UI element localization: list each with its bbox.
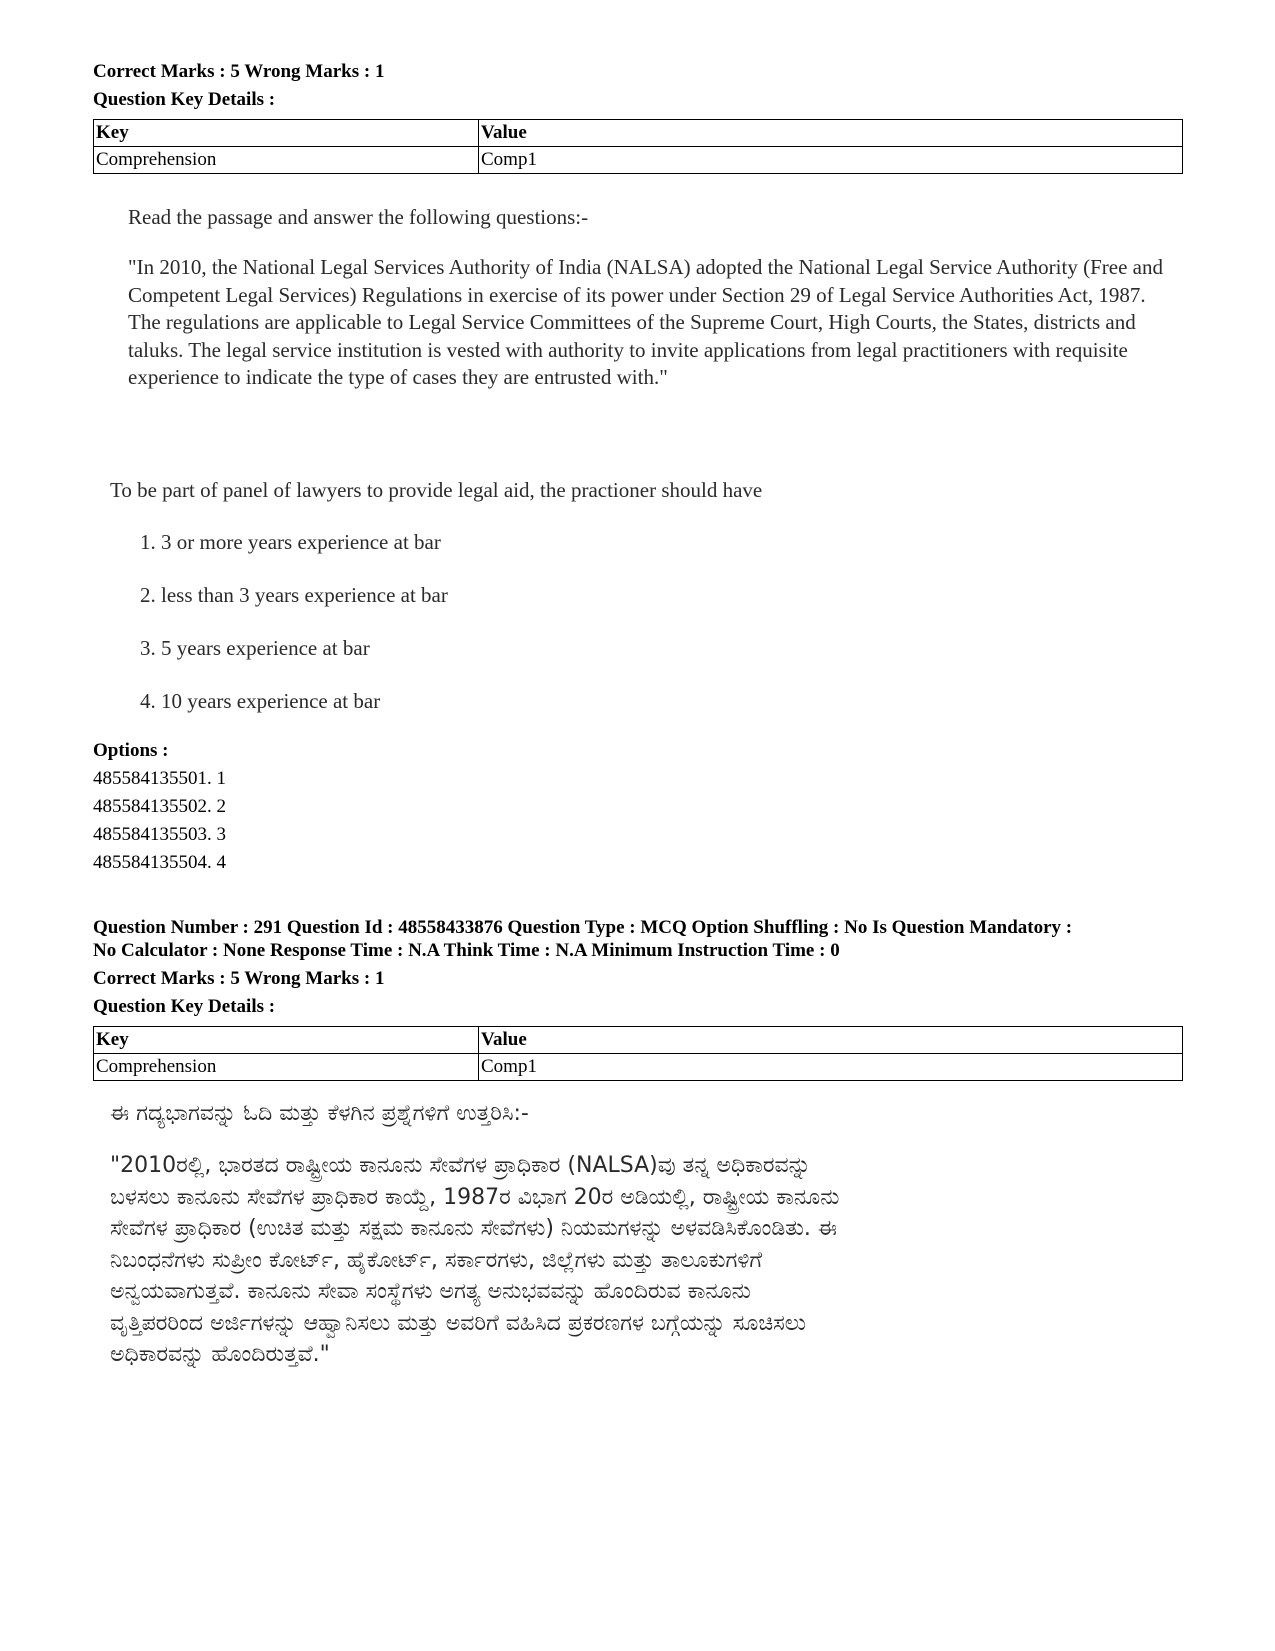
kannada-passage-line: ಅನ್ವಯವಾಗುತ್ತವೆ. ಕಾನೂನು ಸೇವಾ ಸಂಸ್ಥೆಗಳು ಅಗತ್ಯ ಅನುಭವವನ್ನು ಹೊಂದಿರುವ ಕಾನೂನು xyxy=(110,1279,751,1304)
option-item: 485584135503. 3 xyxy=(93,824,226,845)
question-text: To be part of panel of lawyers to provide legal aid, the practioner should have xyxy=(110,478,763,502)
question-choice: 3. 5 years experience at bar xyxy=(140,636,370,660)
table-cell-key: Comprehension xyxy=(94,147,479,174)
table-cell-key: Comprehension xyxy=(94,1054,479,1081)
kannada-passage-line: ಅಧಿಕಾರವನ್ನು ಹೊಂದಿರುತ್ತವೆ." xyxy=(110,1342,330,1367)
option-item: 485584135504. 4 xyxy=(93,852,226,873)
option-item: 485584135502. 2 xyxy=(93,796,226,817)
kannada-instruction: ಈ ಗದ್ಯಭಾಗವನ್ನು ಓದಿ ಮತ್ತು ಕೆಳಗಿನ ಪ್ರಶ್ನೆಗಳಿಗೆ ಉತ್ತರಿಸಿ:- xyxy=(110,1101,529,1126)
question-choice: 2. less than 3 years experience at bar xyxy=(140,583,448,607)
key-details-heading: Question Key Details : xyxy=(93,89,276,110)
table-header-row xyxy=(94,1027,1183,1054)
table-header-value: Value xyxy=(479,120,1183,147)
question-choice: 4. 10 years experience at bar xyxy=(140,689,381,713)
marks-line: Correct Marks : 5 Wrong Marks : 1 xyxy=(93,61,385,82)
question-choice: 1. 3 or more years experience at bar xyxy=(140,530,441,554)
kannada-passage-line: ವೃತ್ತಿಪರರಿಂದ ಅರ್ಜಿಗಳನ್ನು ಆಹ್ವಾನಿಸಲು ಮತ್ತು ಅವರಿಗೆ ವಹಿಸಿದ ಪ್ರಕರಣಗಳ ಬಗ್ಗೆಯನ್ನು ಸೂಚಿಸಲು xyxy=(110,1310,807,1336)
kannada-passage-line: "2010ರಲ್ಲಿ, ಭಾರತದ ರಾಷ್ಟ್ರೀಯ ಕಾನೂನು ಸೇವೆಗಳ ಪ್ರಾಧಿಕಾರ (NALSA)ವು ತನ್ನ ಅಧಿಕಾರವನ್ನು xyxy=(110,1153,811,1178)
question-meta-line1: Question Number : 291 Question Id : 48558433876 Question Type : MCQ Option Shuffling : No Is Question Mandatory : xyxy=(93,917,1073,938)
table-row xyxy=(94,147,1183,174)
passage-text: "In 2010, the National Legal Services Authority of India (NALSA) adopted the National Legal Service Authority (Free and Competent Legal Services) Regulations in exercise of its power under Section 29 of Legal Service Authorities Act, 1987. The regulations are applicable to Legal Service Committees of the Supreme Court, High Courts, the States, districts and taluks. The legal service institution is vested with authority to invite applications from legal practitioners with requisite experience to indicate the type of cases they are entrusted with." xyxy=(128,255,1163,389)
table-cell-value: Comp1 xyxy=(479,147,1183,174)
table-row xyxy=(94,1054,1183,1081)
table-header-row xyxy=(94,120,1183,147)
key-details-heading: Question Key Details : xyxy=(93,996,276,1017)
marks-line: Correct Marks : 5 Wrong Marks : 1 xyxy=(93,968,385,989)
key-details-table xyxy=(93,119,1183,174)
option-item: 485584135501. 1 xyxy=(93,768,226,789)
table-header-key: Key xyxy=(94,1027,479,1054)
table-header-value: Value xyxy=(479,1027,1183,1054)
kannada-passage-line: ಸೇವೆಗಳ ಪ್ರಾಧಿಕಾರ (ಉಚಿತ ಮತ್ತು ಸಕ್ಷಮ ಕಾನೂನು ಸೇವೆಗಳು) ನಿಯಮಗಳನ್ನು ಅಳವಡಿಸಿಕೊಂಡಿತು. ಈ xyxy=(110,1216,837,1241)
passage-instruction: Read the passage and answer the following questions:- xyxy=(128,205,589,229)
kannada-passage-line: ನಿಬಂಧನೆಗಳು ಸುಪ್ರೀಂ ಕೋರ್ಟ್, ಹೈಕೋರ್ಟ್, ಸರ್ಕಾರಗಳು, ಜಿಲ್ಲೆಗಳು ಮತ್ತು ತಾಲೂಕುಗಳಿಗೆ xyxy=(110,1247,763,1273)
question-meta-line2: No Calculator : None Response Time : N.A Think Time : N.A Minimum Instruction Time : 0 xyxy=(93,940,840,961)
key-details-table xyxy=(93,1026,1183,1081)
table-header-key: Key xyxy=(94,120,479,147)
options-heading: Options : xyxy=(93,740,169,761)
kannada-passage-line: ಬಳಸಲು ಕಾನೂನು ಸೇವೆಗಳ ಪ್ರಾಧಿಕಾರ ಕಾಯ್ದೆ, 1987ರ ವಿಭಾಗ 20ರ ಅಡಿಯಲ್ಲಿ, ರಾಷ್ಟ್ರೀಯ ಕಾನೂನು xyxy=(110,1184,840,1210)
kannada-passage xyxy=(110,1150,1190,1371)
table-cell-value: Comp1 xyxy=(479,1054,1183,1081)
